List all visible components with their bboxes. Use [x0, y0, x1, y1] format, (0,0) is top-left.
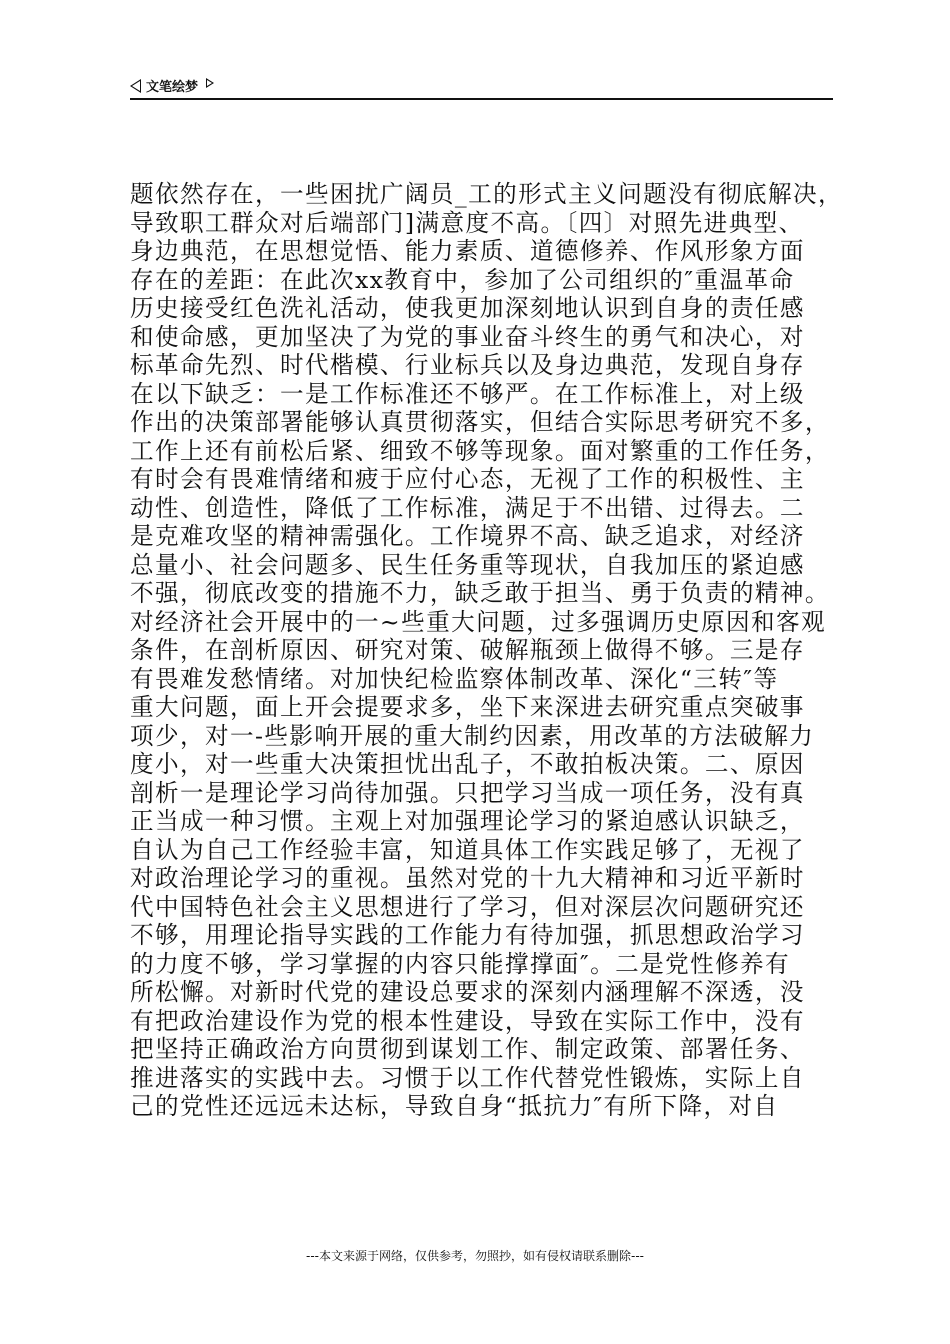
body-text-line: 条件，在剖析原因、研究对策、破解瓶颈上做得不够。三是存	[130, 636, 805, 664]
body-text-line: 在以下缺乏：一是工作标准还不够严。在工作标准上，对上级	[130, 379, 805, 408]
body-text-line: 存在的差距：在此次xx教育中，参加了公司组织的″重温革命	[130, 265, 795, 294]
body-text-line: 作出的决策部署能够认真贯彻落实，但结合实际思考研究不多，	[130, 408, 830, 436]
body-text-line: 所松懈。对新时代党的建设总要求的深刻内涵理解不深透，没	[130, 978, 805, 1006]
body-text-line: 导致职工群众对后端部门]满意度不高。〔四〕对照先进典型、	[130, 208, 804, 237]
body-text-line: 重大问题，面上开会提要求多，坐下来深进去研究重点突破事	[130, 693, 805, 721]
body-text-line: 对政治理论学习的重视。虽然对党的十九大精神和习近平新时	[130, 864, 805, 892]
footer-disclaimer: ---本文来源于网络，仅供参考，勿照抄，如有侵权请联系删除---	[306, 1249, 644, 1263]
body-text-line: 题依然存在，一些困扰广阔员_工的形式主义问题没有彻底解决，	[130, 180, 844, 208]
body-text-line: 己的党性还远远未达标，导致自身“抵抗力″有所下降，对自	[130, 1092, 779, 1120]
body-text-line: 有把政治建设作为党的根本性建设，导致在实际工作中，没有	[130, 1006, 805, 1035]
body-text-line: 身边典范，在思想觉悟、能力素质、道德修养、作风形象方面	[130, 237, 805, 265]
body-text-line: 历史接受红色洗礼活动，使我更加深刻地认识到自身的责任感	[130, 294, 805, 322]
body-text-line: 标革命先烈、时代楷模、行业标兵以及身边典范，发现自身存	[130, 351, 805, 379]
body-text-line: 项少，对一-些影响开展的重大制约因素，用改革的方法破解力	[130, 721, 815, 750]
body-text-line: 动性、创造性，降低了工作标准，满足于不出错、过得去。二	[130, 493, 805, 522]
body-text-line: 正当成一种习惯。主观上对加强理论学习的紧迫感认识缺乏，	[130, 807, 805, 835]
body-text-line: 和使命感，更加坚决了为党的事业奋斗终生的勇气和决心，对	[130, 322, 805, 351]
body-text-line: 总量小、社会问题多、民生任务重等现状，自我加压的紧迫感	[130, 550, 805, 579]
body-text-line: 剖析一是理论学习尚待加强。只把学习当成一项任务，没有真	[130, 778, 805, 807]
body-text-line: 对经济社会开展中的一~些重大问题，过多强调历史原因和客观	[130, 607, 826, 636]
body-text-line: 代中国特色社会主义思想进行了学习，但对深层次问题研究还	[130, 892, 805, 921]
body-text-line: 不强，彻底改变的措施不力，缺乏敢于担当、勇于负责的精神。	[130, 579, 830, 607]
body-text-line: 度小，对一些重大决策担忧出乱子，不敢拍板决策。二、原因	[130, 750, 805, 778]
brand-label: 文笔绘梦	[146, 80, 199, 95]
body-text-line: 不够，用理论指导实践的工作能力有待加强，抓思想政治学习	[130, 921, 805, 949]
body-text-line: 有畏难发愁情绪。对加快纪检监察体制改革、深化“三转″等	[130, 664, 779, 693]
header-brand	[130, 76, 214, 95]
page-header	[130, 72, 833, 100]
document-body	[130, 180, 844, 1121]
body-text-line: 推进落实的实践中去。习惯于以工作代替党性锻炼，实际上自	[130, 1063, 805, 1092]
triangle-left-icon	[130, 79, 141, 93]
body-text-line: 把坚持正确政治方向贯彻到谋划工作、制定政策、部署任务、	[130, 1035, 805, 1063]
triangle-right-icon	[206, 78, 214, 88]
body-text-line: 自认为自己工作经验丰富，知道具体工作实践足够了，无视了	[130, 835, 805, 864]
body-text-line: 的力度不够，学习掌握的内容只能撑撑面″。二是党性修养有	[130, 949, 791, 978]
body-text-line: 有时会有畏难情绪和疲于应付心态，无视了工作的积极性、主	[130, 465, 805, 493]
body-text-line: 是克难攻坚的精神需强化。工作境界不高、缺乏追求，对经济	[130, 522, 805, 550]
body-text-line: 工作上还有前松后紧、细致不够等现象。面对繁重的工作任务，	[130, 436, 830, 465]
